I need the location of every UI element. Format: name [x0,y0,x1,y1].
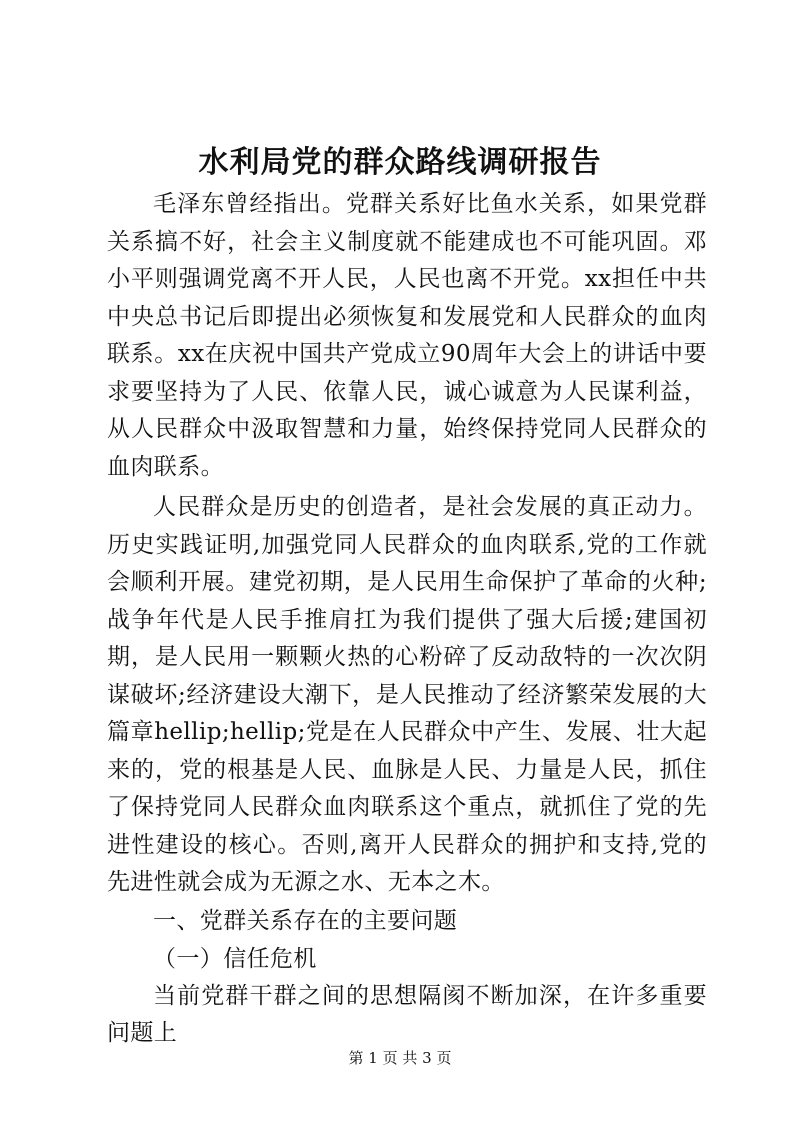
document-title: 水利局党的群众路线调研报告 [198,145,602,180]
document-body [107,186,707,1053]
page-number-footer: 第 1 页 共 3 页 [348,1049,452,1067]
paragraph-2: 人民群众是历史的创造者，是社会发展的真正动力。历史实践证明,加强党同人民群众的血肉联系,党的工作就会顺利开展。建党初期，是人民用生命保护了革命的火种;战争年代是人民手推肩扛为我们提供了强大后援;建国初期，是人民用一颗颗火热的心粉碎了反动敌特的一次次阴谋破坏;经济建设大潮下，是人民推动了经济繁荣发展的大篇章hellip;hellip;党是在人民群众中产生、发展、壮大起来的，党的根基是人民、血脉是人民、力量是人民，抓住了保持党同人民群众血肉联系这个重点，就抓住了党的先进性建设的核心。否则,离开人民群众的拥护和支持,党的先进性就会成为无源之水、无本之木。 [107,494,707,895]
paragraph-1: 毛泽东曾经指出。党群关系好比鱼水关系，如果党群关系搞不好，社会主义制度就不能建成也不可能巩固。邓小平则强调党离不开人民，人民也离不开党。xx担任中共中央总书记后即提出必须恢复和发展党和人民群众的血肉联系。xx在庆祝中国共产党成立90周年大会上的讲话中要求要坚持为了人民、依靠人民，诚心诚意为人民谋利益，从人民群众中汲取智慧和力量，始终保持党同人民群众的血肉联系。 [107,191,707,480]
paragraph-3: 当前党群干群之间的思想隔阂不断加深，在许多重要问题上 [107,982,707,1046]
subsection-heading: （一）信任危机 [153,945,317,972]
section-heading: 一、党群关系存在的主要问题 [153,907,458,934]
